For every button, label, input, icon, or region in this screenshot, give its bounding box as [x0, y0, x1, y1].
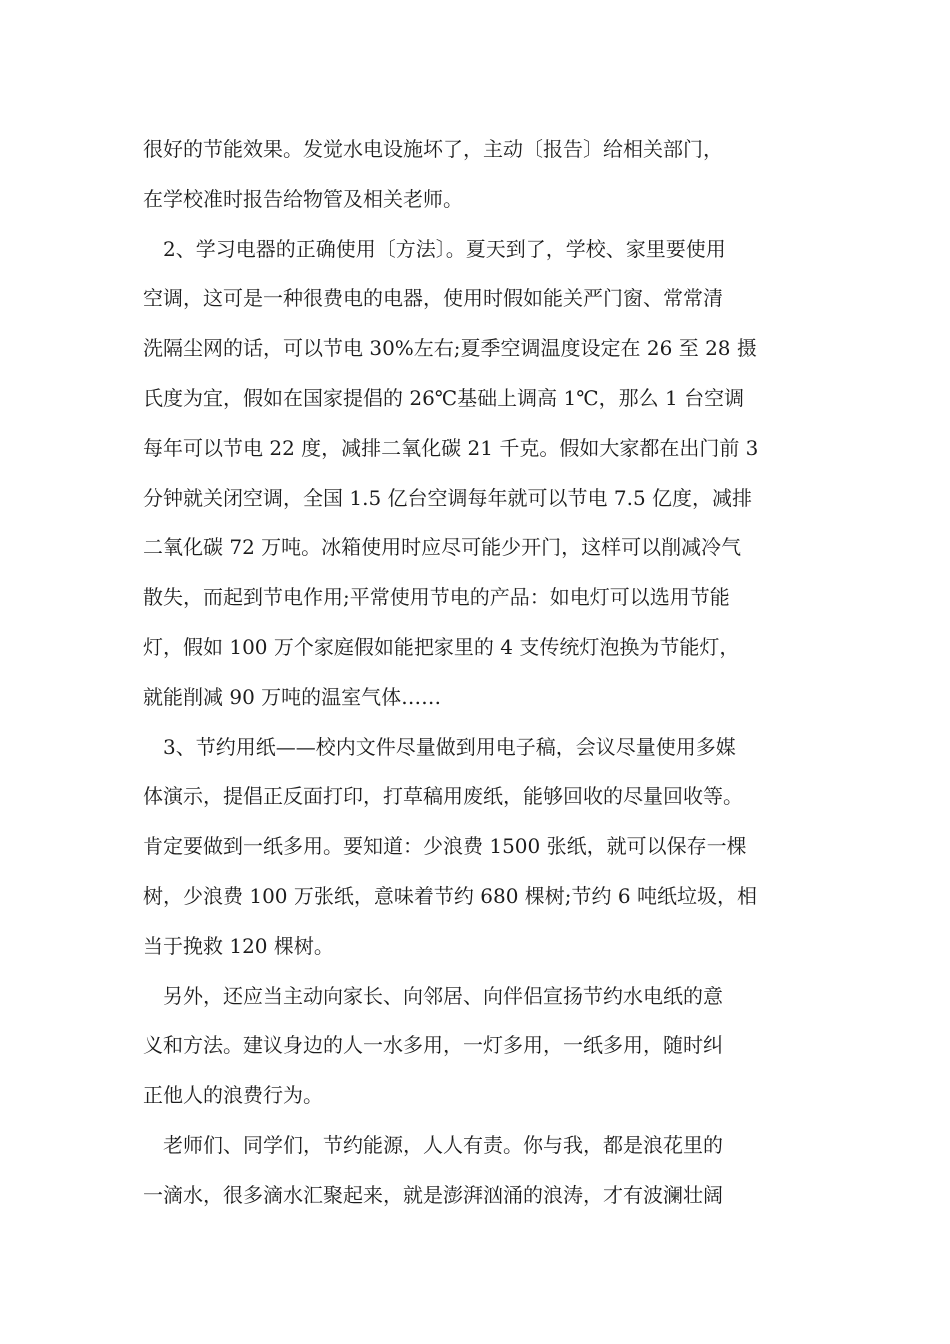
text-line: 就能削减 90 万吨的温室气体……: [143, 684, 442, 709]
text-line: 灯，假如 100 万个家庭假如能把家里的 4 支传统灯泡换为节能灯，: [143, 634, 740, 659]
text-line: 体演示，提倡正反面打印，打草稿用废纸，能够回收的尽量回收等。: [143, 784, 743, 809]
text-line: 散失，而起到节电作用;平常使用节电的产品：如电灯可以选用节能: [143, 585, 730, 610]
text-line: 分钟就关闭空调，全国 1.5 亿台空调每年就可以节电 7.5 亿度，减排: [143, 485, 753, 510]
text-line: 树，少浪费 100 万张纸，意味着节约 680 棵树;节约 6 吨纸垃圾，相: [143, 883, 757, 908]
text-line: 肯定要做到一纸多用。要知道：少浪费 1500 张纸，就可以保存一棵: [143, 834, 747, 859]
text-line: 2、学习电器的正确使用〔方法〕。夏天到了，学校、家里要使用: [163, 236, 726, 261]
text-line: 氏度为宜，假如在国家提倡的 26℃基础上调高 1℃，那么 1 台空调: [143, 385, 745, 410]
text-line: 在学校准时报告给物管及相关老师。: [143, 186, 463, 211]
text-line: 另外，还应当主动向家长、向邻居、向伴侣宣扬节约水电纸的意: [163, 983, 723, 1008]
text-line: 二氧化碳 72 万吨。冰箱使用时应尽可能少开门，这样可以削减冷气: [143, 535, 742, 560]
text-line: 每年可以节电 22 度，减排二氧化碳 21 千克。假如大家都在出门前 3: [143, 435, 759, 460]
text-line: 当于挽救 120 棵树。: [143, 933, 334, 958]
text-line: 洗隔尘网的话，可以节电 30%左右;夏季空调温度设定在 26 至 28 摄: [143, 336, 757, 361]
text-line: 3、节约用纸——校内文件尽量做到用电子稿，会议尽量使用多媒: [163, 734, 736, 759]
body-text: [143, 125, 813, 1221]
text-line: 义和方法。建议身边的人一水多用，一灯多用，一纸多用，随时纠: [143, 1033, 723, 1058]
text-line: 老师们、同学们，节约能源，人人有责。你与我，都是浪花里的: [163, 1132, 723, 1157]
text-line: 很好的节能效果。发觉水电设施坏了，主动〔报告〕给相关部门，: [143, 137, 723, 161]
text-line: 正他人的浪费行为。: [143, 1083, 323, 1108]
text-line: 一滴水，很多滴水汇聚起来，就是澎湃汹涌的浪涛，才有波澜壮阔: [143, 1182, 723, 1207]
text-line: 空调，这可是一种很费电的电器，使用时假如能关严门窗、常常清: [143, 286, 723, 311]
